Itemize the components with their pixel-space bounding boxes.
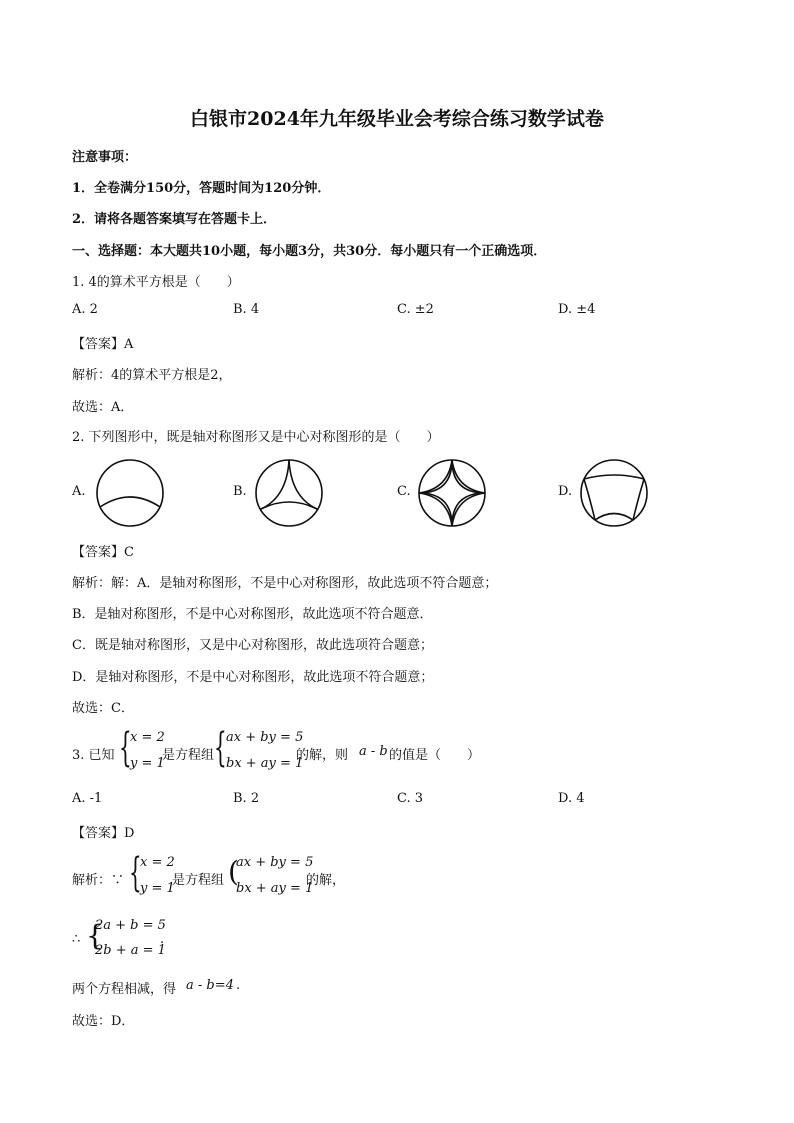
q3-sys1b-line2: y = 1 — [140, 881, 175, 896]
q2-stem: 2. 下列图形中，既是轴对称图形又是中心对称图形的是（ ） — [72, 430, 440, 445]
q2-answer: 【答案】C — [72, 545, 134, 560]
q3-sys1-line2: y = 1 — [130, 756, 165, 771]
q3-therefore: ∴ — [72, 932, 81, 947]
q3-suffix-b: 的值是（ ） — [389, 748, 481, 763]
q3-option-b: B. 2 — [233, 791, 260, 806]
q3-sys1-line1: x = 2 — [130, 730, 165, 745]
q2-figure-b — [253, 457, 325, 529]
q2-label-a: A. — [72, 484, 86, 499]
q1-analysis: 解析：4的算术平方根是2， — [72, 368, 232, 383]
q3-analysis-mid: 是方程组 — [172, 873, 225, 888]
q3-sys2b-line2: bx + ay = 1 — [236, 881, 314, 896]
q3-brace-2: { — [214, 725, 227, 771]
q2-label-d: D. — [558, 484, 573, 499]
q1-option-a: A. 2 — [72, 302, 98, 317]
q3-paren-brace: ( — [228, 855, 239, 888]
q1-stem: 1. 4的算术平方根是（ ） — [72, 275, 240, 290]
q3-suffix-a: 的解，则 — [296, 748, 349, 763]
q3-choose: 故选：D． — [72, 1014, 135, 1029]
q2-figure-a — [94, 457, 166, 529]
q2-analysis-3: C．既是轴对称图形，又是中心对称图形，故此选项符合题意； — [72, 638, 433, 653]
q1-option-c: C. ±2 — [397, 302, 434, 317]
q3-mid: 是方程组 — [162, 748, 215, 763]
q1-option-b: B. 4 — [233, 302, 260, 317]
q3-sys2b-line1: ax + by = 5 — [236, 855, 314, 870]
q2-label-b: B. — [233, 484, 247, 499]
q2-label-c: C. — [397, 484, 411, 499]
notice-item-1: 1．全卷满分150分，答题时间为120分钟． — [72, 181, 331, 196]
page-title: 白银市2024年九年级毕业会考综合练习数学试卷 — [190, 108, 604, 130]
notice-item-2: 2．请将各题答案填写在答题卡上． — [72, 212, 277, 227]
q3-analysis-suffix: 的解， — [306, 873, 346, 888]
q1-choose: 故选：A． — [72, 400, 134, 415]
q3-option-a: A. -1 — [72, 791, 103, 806]
q3-answer: 【答案】D — [72, 826, 135, 841]
q2-analysis-1: 解析：解：A．是轴对称图形，不是中心对称图形，故此选项不符合题意； — [72, 576, 498, 591]
q3-brace-4: { — [86, 919, 104, 952]
q3-expr: a - b — [359, 744, 388, 759]
section-heading: 一、选择题：本大题共10小题，每小题3分，共30分．每小题只有一个正确选项． — [72, 244, 547, 259]
q3-brace-3: { — [129, 850, 142, 896]
q2-choose: 故选：C． — [72, 701, 134, 716]
q2-figure-c — [416, 457, 488, 529]
q3-option-c: C. 3 — [397, 791, 424, 806]
q3-subtract-expr: a - b=4 — [186, 978, 234, 993]
q2-analysis-2: B．是轴对称图形，不是中心对称图形，故此选项不符合题意． — [72, 607, 433, 622]
q3-sys3-line1: 2a + b = 5 — [95, 918, 166, 933]
q3-sys2-line1: ax + by = 5 — [226, 730, 304, 745]
q2-analysis-4: D．是轴对称图形，不是中心对称图形，故此选项不符合题意； — [72, 670, 434, 685]
q3-subtract-suffix: . — [236, 978, 241, 993]
q3-sys2-line2: bx + ay = 1 — [226, 756, 304, 771]
notice-heading: 注意事项： — [72, 150, 138, 165]
q3-sys3-line2: 2b + a = 1 — [95, 943, 166, 958]
q1-answer: 【答案】A — [72, 337, 134, 352]
q3-prefix: 3. 已知 — [72, 748, 115, 763]
q2-figure-d — [578, 457, 650, 529]
q3-subtract-prefix: 两个方程相减，得 — [72, 982, 177, 997]
q3-brace-1: { — [119, 725, 132, 771]
q3-period: . — [160, 932, 165, 947]
q3-analysis-prefix: 解析：∵ — [72, 873, 125, 888]
q1-option-d: D. ±4 — [558, 302, 596, 317]
q3-sys1b-line1: x = 2 — [140, 855, 175, 870]
q3-option-d: D. 4 — [558, 791, 585, 806]
